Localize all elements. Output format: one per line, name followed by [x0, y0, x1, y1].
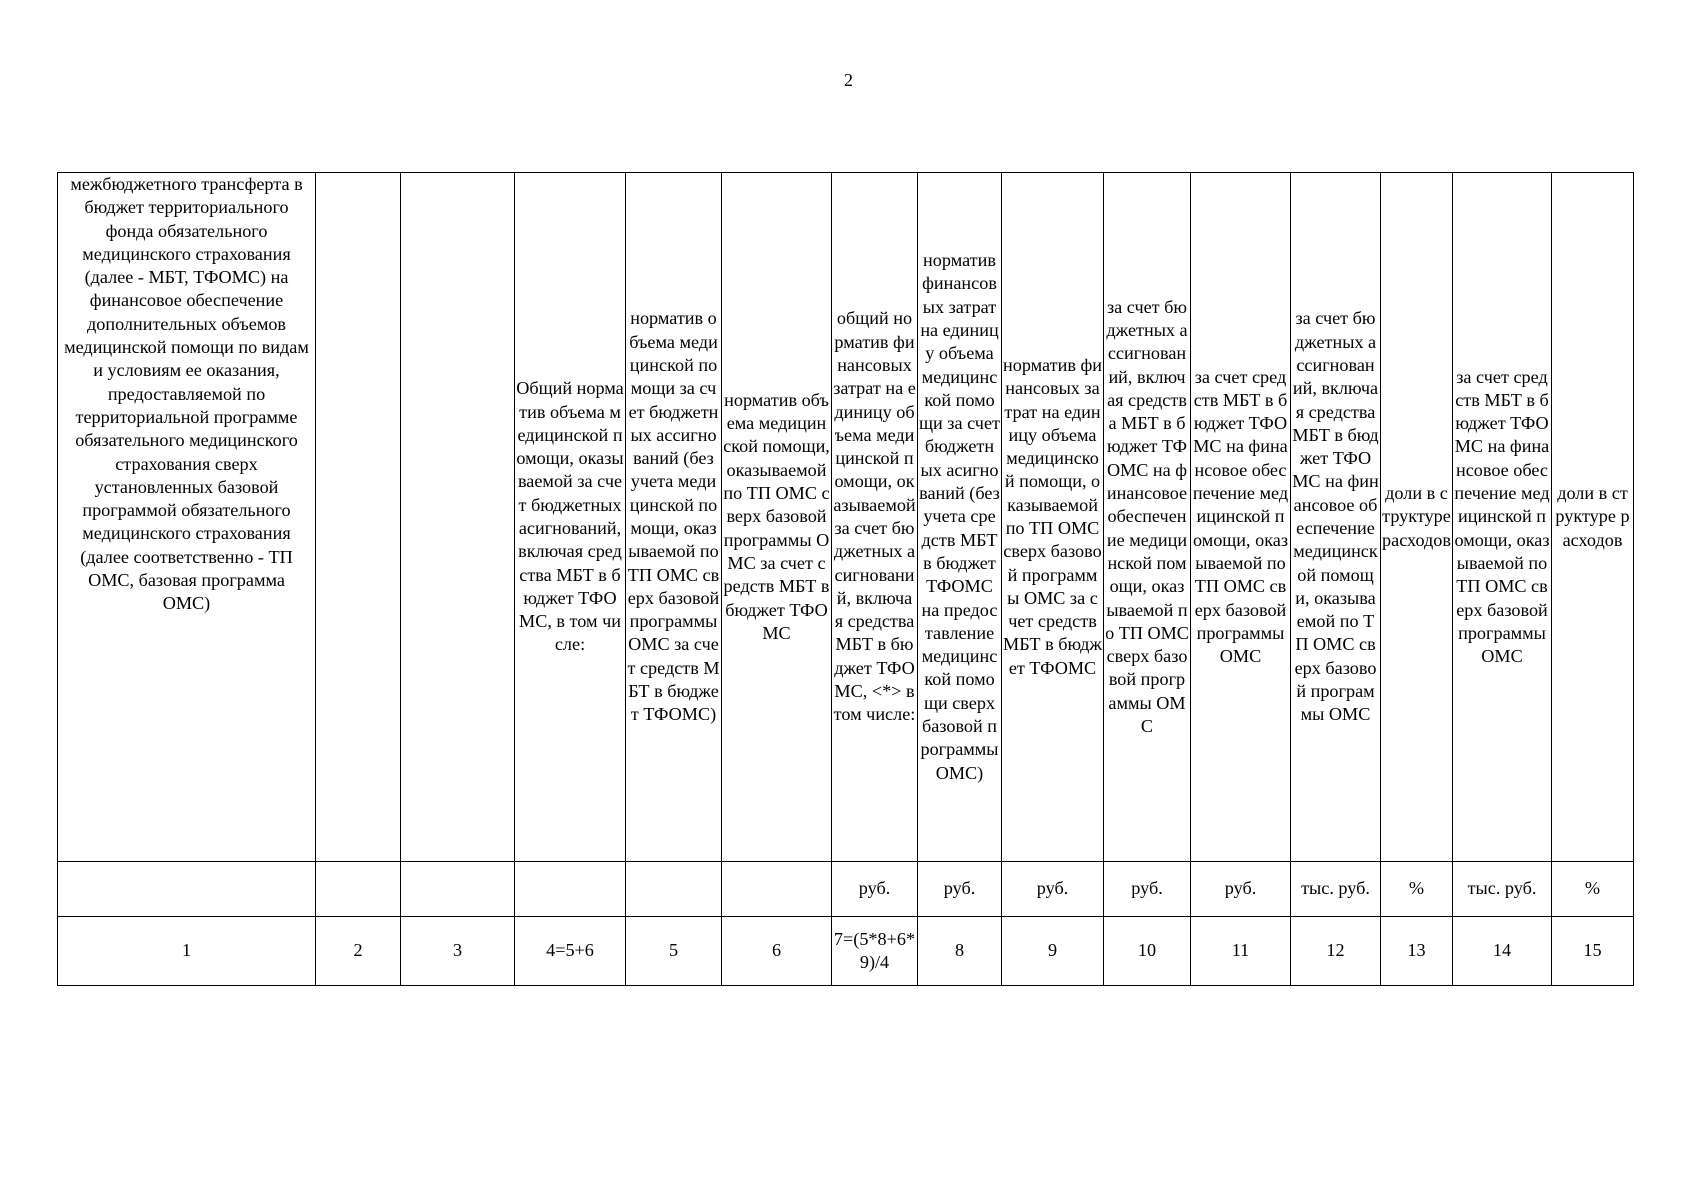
number-cell-1: 1 — [58, 917, 316, 986]
header-row — [58, 173, 1634, 862]
number-cell-2: 2 — [316, 917, 401, 986]
number-cell-9: 9 — [1002, 917, 1104, 986]
header-cell-12: за счет бюджетных ассигнований, включая средства МБТ в бюджет ТФОМС на финансовое обеспечение медицинской помощи, оказываемой по ТП ОМС сверх базовой программы ОМС — [1291, 173, 1381, 862]
unit-cell-13: % — [1381, 862, 1453, 917]
header-cell-5: норматив объема медицинской помощи за счет бюджетных ассигнований (без учета медицинской помощи, оказываемой по ТП ОМС сверх базовой программы ОМС за счет средств МБТ в бюджет ТФОМС) — [626, 173, 722, 862]
unit-cell-6 — [722, 862, 832, 917]
header-cell-1: межбюджетного трансферта в бюджет территориального фонда обязательного медицинского страхования (далее - МБТ, ТФОМС) на финансовое обеспечение дополнительных объемов медицинской помощи по видам и условиям ее оказания, предоставляемой по территориальной программе обязательного медицинского страхования сверх установленных базовой программой обязательного медицинского страхования (далее соответственно - ТП ОМС, базовая программа ОМС) — [58, 173, 316, 862]
number-cell-4: 4=5+6 — [515, 917, 626, 986]
unit-cell-10: руб. — [1104, 862, 1191, 917]
header-cell-6: норматив объема медицинской помощи, оказываемой по ТП ОМС сверх базовой программы ОМС за счет средств МБТ в бюджет ТФОМС — [722, 173, 832, 862]
header-cell-11: за счет средств МБТ в бюджет ТФОМС на финансовое обеспечение медицинской помощи, оказываемой по ТП ОМС сверх базовой программы ОМС — [1191, 173, 1291, 862]
unit-cell-3 — [401, 862, 515, 917]
unit-cell-9: руб. — [1002, 862, 1104, 917]
header-cell-7: общий норматив финансовых затрат на единицу объема медицинской помощи, оказываемой за счет бюджетных асигнований, включая средства МБТ в бюджет ТФОМС, <*> в том числе: — [832, 173, 918, 862]
unit-cell-11: руб. — [1191, 862, 1291, 917]
number-cell-13: 13 — [1381, 917, 1453, 986]
number-cell-12: 12 — [1291, 917, 1381, 986]
unit-cell-4 — [515, 862, 626, 917]
unit-cell-7: руб. — [832, 862, 918, 917]
unit-cell-2 — [316, 862, 401, 917]
number-cell-8: 8 — [918, 917, 1002, 986]
header-cell-3 — [401, 173, 515, 862]
number-cell-11: 11 — [1191, 917, 1291, 986]
header-cell-8: норматив финансовых затрат на единицу объема медицинской помощи за счет бюджетных асигнований (без учета средств МБТ в бюджет ТФОМС на предоставление медицинской помощи сверх базовой программы ОМС) — [918, 173, 1002, 862]
unit-cell-14: тыс. руб. — [1453, 862, 1552, 917]
header-cell-4: Общий норматив объема медицинской помощи, оказываемой за счет бюджетных асигнований, включая средства МБТ в бюджет ТФОМС, в том числе: — [515, 173, 626, 862]
header-cell-15: доли в структуре расходов — [1552, 173, 1634, 862]
header-cell-2 — [316, 173, 401, 862]
number-cell-6: 6 — [722, 917, 832, 986]
column-number-row — [58, 917, 1634, 986]
header-cell-10: за счет бюджетных ассигнований, включая средства МБТ в бюджет ТФОМС на финансовое обеспечение медицинской помощи, оказываемой по ТП ОМС сверх базовой программы ОМС — [1104, 173, 1191, 862]
header-cell-9: норматив финансовых затрат на единицу объема медицинской помощи, оказываемой по ТП ОМС сверх базовой программы ОМС за счет средств МБТ в бюджет ТФОМС — [1002, 173, 1104, 862]
unit-cell-5 — [626, 862, 722, 917]
number-cell-10: 10 — [1104, 917, 1191, 986]
number-cell-15: 15 — [1552, 917, 1634, 986]
unit-cell-15: % — [1552, 862, 1634, 917]
unit-cell-8: руб. — [918, 862, 1002, 917]
units-row — [58, 862, 1634, 917]
header-cell-13: доли в структуре расходов — [1381, 173, 1453, 862]
number-cell-7: 7=(5*8+6*9)/4 — [832, 917, 918, 986]
header-cell-14: за счет средств МБТ в бюджет ТФОМС на финансовое обеспечение медицинской помощи, оказываемой по ТП ОМС сверх базовой программы ОМС — [1453, 173, 1552, 862]
page-number: 2 — [844, 70, 853, 90]
number-cell-3: 3 — [401, 917, 515, 986]
unit-cell-12: тыс. руб. — [1291, 862, 1381, 917]
number-cell-14: 14 — [1453, 917, 1552, 986]
number-cell-5: 5 — [626, 917, 722, 986]
unit-cell-1 — [58, 862, 316, 917]
data-table — [57, 172, 1634, 986]
